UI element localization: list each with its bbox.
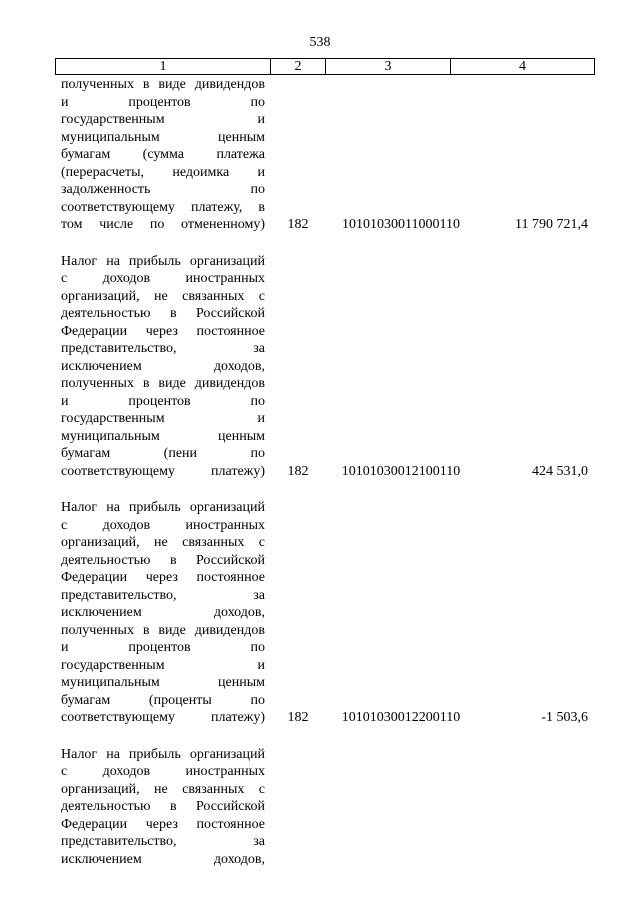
row-code: 182 [287, 710, 309, 725]
description-line: муниципальным ценным [61, 129, 265, 145]
description-line: организаций, не связанных с [61, 288, 265, 304]
description-line: представительство, за [61, 341, 265, 356]
description-line: Федерации через постоянное [61, 570, 265, 585]
page-number: 538 [309, 35, 331, 50]
description-line: Налог на прибыль организаций [61, 500, 265, 515]
table-row [0, 499, 640, 727]
description-line: и процентов по [61, 640, 265, 655]
description-line: и процентов по [61, 94, 265, 110]
header-col-3: 3 [326, 59, 451, 74]
description-line: государственным и [61, 112, 265, 127]
table-row [0, 746, 640, 869]
row-description [61, 746, 265, 869]
description-line: полученных в виде дивидендов [61, 376, 265, 391]
description-line: том числе по отмененному) [61, 217, 265, 232]
row-description [61, 76, 265, 234]
description-line: полученных в виде дивидендов [61, 77, 265, 92]
description-line: Налог на прибыль организаций [61, 746, 265, 762]
description-line: государственным и [61, 411, 265, 426]
table-row [0, 76, 640, 234]
row-description [61, 253, 265, 481]
description-line: исключением доходов, [61, 605, 265, 620]
description-line: и процентов по [61, 393, 265, 409]
description-line: Федерации через постоянное [61, 323, 265, 339]
row-code: 182 [287, 217, 309, 232]
description-line: с доходов иностранных [61, 764, 265, 779]
description-line: деятельностью в Российской [61, 799, 265, 814]
row-amount: 424 531,0 [532, 463, 588, 479]
row-spacer [0, 234, 640, 253]
header-col-4: 4 [519, 59, 526, 74]
header-col-2: 2 [271, 59, 326, 74]
description-line: соответствующему платежу, в [61, 199, 265, 215]
description-line: бумагам (пени по [61, 446, 265, 461]
table-header-row [55, 58, 595, 75]
row-kbk: 10101030012100110 [341, 463, 461, 479]
row-amount: -1 503,6 [541, 710, 588, 725]
description-line: с доходов иностранных [61, 271, 265, 286]
row-kbk: 10101030012200110 [341, 710, 461, 725]
description-line: Федерации через постоянное [61, 816, 265, 832]
row-spacer [0, 480, 640, 499]
description-line: бумагам (сумма платежа [61, 147, 265, 162]
description-line: деятельностью в Российской [61, 552, 265, 568]
row-spacer [0, 727, 640, 746]
description-line: муниципальным ценным [61, 675, 265, 690]
description-line: задолженность по [61, 182, 265, 197]
row-code: 182 [287, 463, 309, 479]
row-amount: 11 790 721,4 [515, 217, 588, 232]
description-line: соответствующему платежу) [61, 710, 265, 725]
description-line: Налог на прибыль организаций [61, 253, 265, 269]
description-line: исключением доходов, [61, 851, 265, 867]
description-line: полученных в виде дивидендов [61, 622, 265, 638]
description-line: муниципальным ценным [61, 428, 265, 444]
description-line: представительство, за [61, 834, 265, 849]
description-line: соответствующему платежу) [61, 463, 265, 479]
description-line: организаций, не связанных с [61, 781, 265, 797]
description-line: государственным и [61, 657, 265, 673]
description-line: представительство, за [61, 587, 265, 603]
row-description [61, 499, 265, 727]
description-line: деятельностью в Российской [61, 306, 265, 321]
description-line: исключением доходов, [61, 358, 265, 374]
header-col-1: 1 [56, 59, 271, 74]
description-line: с доходов иностранных [61, 517, 265, 533]
description-line: бумагам (проценты по [61, 692, 265, 708]
description-line: (перерасчеты, недоимка и [61, 164, 265, 180]
description-line: организаций, не связанных с [61, 535, 265, 550]
row-kbk: 10101030011000110 [342, 217, 460, 232]
table-row [0, 253, 640, 481]
table-body [0, 76, 640, 868]
